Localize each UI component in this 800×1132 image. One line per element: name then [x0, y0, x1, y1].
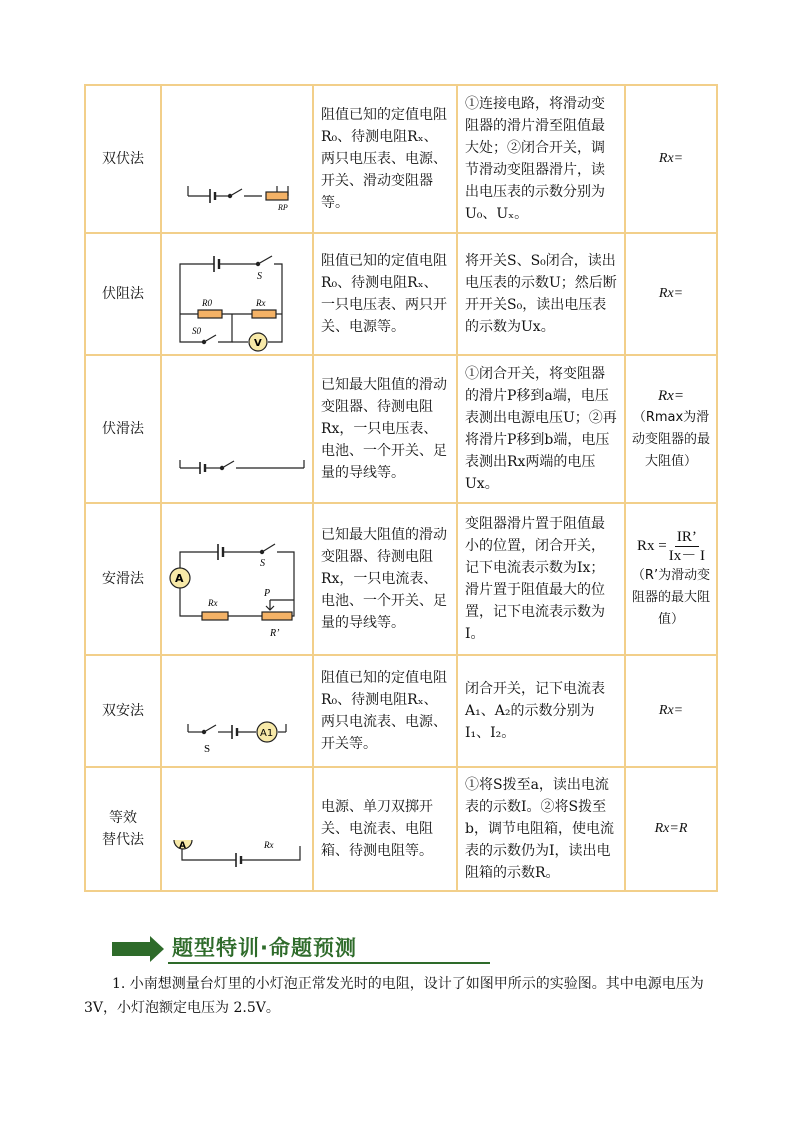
- method-name: 伏滑法: [85, 355, 161, 503]
- method-name: 伏阻法: [85, 233, 161, 355]
- method-name-line2: 替代法: [102, 832, 144, 848]
- circuit-figure-6: [161, 767, 313, 891]
- formula-cell: [625, 503, 717, 655]
- method-name-cell: [85, 767, 161, 891]
- label-rx: Rx: [264, 840, 274, 850]
- label-rp: RP: [278, 203, 288, 212]
- steps-text: 变阻器滑片置于阻值最小的位置，闭合开关，记下电流表示数为Ix；滑片置于阻值最大的位置，记下电流表示数为I。: [457, 503, 625, 655]
- label-r-prime: R’: [270, 628, 280, 639]
- table-row: [85, 767, 717, 891]
- table-row: [85, 355, 717, 503]
- ammeter-a-label: A: [179, 841, 186, 851]
- method-name: 双安法: [85, 655, 161, 767]
- table-row: [85, 503, 717, 655]
- equipment-text: 电源、单刀双掷开关、电流表、电阻箱、待测电阻等。: [313, 767, 457, 891]
- formula-fraction: [628, 528, 714, 565]
- label-s: S: [260, 558, 265, 569]
- formula: Rx=R: [625, 767, 717, 891]
- method-name-line1: 等效: [109, 810, 137, 826]
- label-rx: Rx: [256, 298, 266, 308]
- steps-text: ①将S拨至a，读出电流表的示数I。②将S拨至b，调节电阻箱，使电流表的示数仍为I，读出电阻箱的示数R。: [457, 767, 625, 891]
- formula: Rx=: [625, 655, 717, 767]
- steps-text: 将开关S、S₀闭合，读出电压表的示数U；然后断开开关S₀，读出电压表的示数为Ux。: [457, 233, 625, 355]
- label-s0: S0: [192, 326, 201, 336]
- ammeter-a1-label: A1: [260, 728, 274, 739]
- equipment-text: 已知最大阻值的滑动变阻器、待测电阻Rx，一只电压表、电池、一个开关、足量的导线等。: [313, 355, 457, 503]
- steps-text: ①连接电路，将滑动变阻器的滑片滑至阻值最大处；②闭合开关，调节滑动变阻器滑片，读出电压表的示数分别为U₀、Uₓ。: [457, 85, 625, 233]
- equipment-text: 阻值已知的定值电阻R₀、待测电阻Rₓ、两只电压表、电源、开关、滑动变阻器等。: [313, 85, 457, 233]
- formula-cell: [625, 355, 717, 503]
- formula: Rx=: [625, 233, 717, 355]
- method-name: 双伏法: [85, 85, 161, 233]
- circuit-figure-4: [161, 503, 313, 655]
- section-header: [112, 930, 492, 964]
- label-r0: R0: [202, 298, 212, 308]
- formula: Rx=: [625, 85, 717, 233]
- equipment-text: 阻值已知的定值电阻R₀、待测电阻Rₓ、两只电流表、电源、开关等。: [313, 655, 457, 767]
- circuit-figure-3: [161, 355, 313, 503]
- label-s: S: [257, 271, 262, 282]
- table-row: [85, 655, 717, 767]
- question-text: 1. 小南想测量台灯里的小灯泡正常发光时的电阻，设计了如图甲所示的实验图。其中电源电压为3V，小灯泡额定电压为 2.5V。: [84, 976, 704, 1016]
- section-underline: [168, 962, 490, 964]
- voltmeter-v-label: V: [254, 338, 262, 349]
- steps-text: 闭合开关，记下电流表A₁、A₂的示数分别为I₁、I₂。: [457, 655, 625, 767]
- section-bar-icon: [112, 942, 150, 956]
- section-arrow-icon: [150, 936, 164, 962]
- equipment-text: 已知最大阻值的滑动变阻器、待测电阻Rx，一只电流表、电池、一个开关、足量的导线等。: [313, 503, 457, 655]
- table-row: [85, 85, 717, 233]
- label-s: S: [204, 743, 211, 755]
- formula: Rx=: [658, 388, 684, 404]
- circuit-figure-5: [161, 655, 313, 767]
- formula-note: （R’为滑动变阻器的最大阻值）: [631, 567, 711, 627]
- equipment-text: 阻值已知的定值电阻R₀、待测电阻Rₓ、一只电压表、两只开关、电源等。: [313, 233, 457, 355]
- ammeter-a-label: A: [175, 572, 184, 585]
- section-title: 题型特训·命题预测: [172, 936, 357, 960]
- steps-text: ①闭合开关，将变阻器的滑片P移到a端，电压表测出电源电压U；②再将滑片P移到b端，电压表测出Rx两端的电压Ux。: [457, 355, 625, 503]
- label-rx: Rx: [208, 598, 218, 608]
- formula-prefix: Rx =: [637, 538, 667, 554]
- method-name: 安滑法: [85, 503, 161, 655]
- circuit-figure-1: [161, 85, 313, 233]
- denominator: Ix－ I: [668, 547, 705, 564]
- label-p: P: [264, 588, 271, 599]
- numerator: IR’: [676, 528, 697, 545]
- circuit-figure-2: [161, 233, 313, 355]
- formula-note: （Rmax为滑动变阻器的最大阻值）: [631, 410, 710, 469]
- methods-table: [84, 84, 718, 892]
- fraction: [669, 528, 705, 565]
- table-row: [85, 233, 717, 355]
